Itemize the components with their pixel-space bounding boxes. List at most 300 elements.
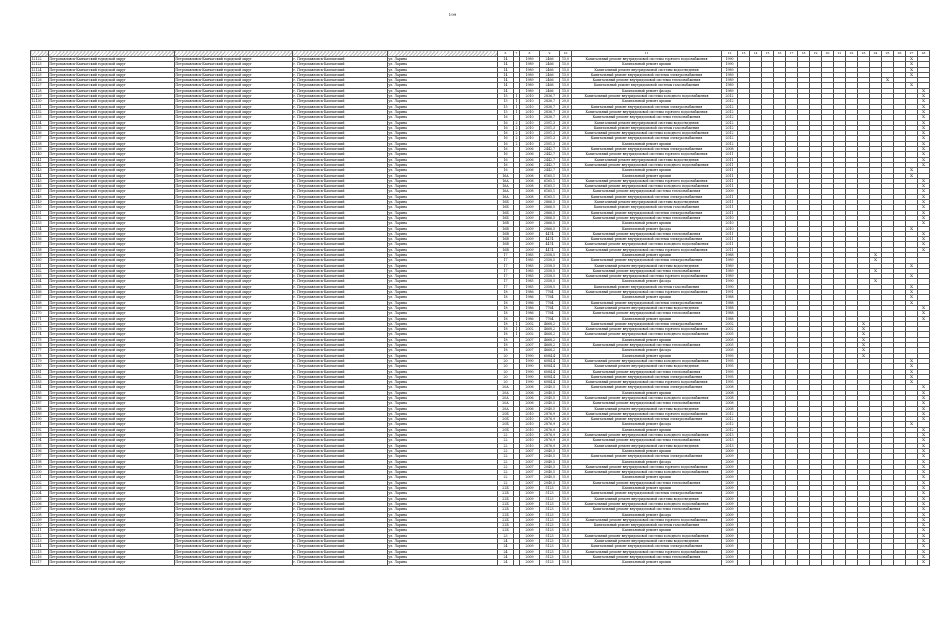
- header-cell: 18: [798, 51, 810, 57]
- municipality-cell: Петропавловск-Камчатский городской округ: [175, 491, 293, 496]
- street-cell: ул. Ларина: [388, 316, 498, 321]
- street-cell: ул. Ларина: [388, 486, 498, 491]
- work-type: Капитальный ремонт внутридомовой системы горячего водоснабжения: [572, 327, 722, 332]
- municipality-cell: Петропавловск-Камчатский городской округ: [175, 173, 293, 178]
- wear-percent: 15,0: [560, 454, 572, 459]
- city-cell: г. Петропавловск-Камчатский: [293, 517, 388, 522]
- row-number: 12159: [31, 252, 49, 257]
- street-cell: ул. Ларина: [388, 374, 498, 379]
- municipality-cell: Петропавловск-Камчатский городской округ: [175, 517, 293, 522]
- x-mark: X: [918, 157, 930, 162]
- work-type: Капитальный ремонт внутридомовой системы электроснабжения: [572, 194, 722, 199]
- repair-plan-table: [30, 50, 930, 566]
- build-year: 2006: [520, 385, 540, 390]
- empty-cell: [822, 560, 834, 565]
- district-cell: Петропавловск-Камчатский городской округ: [49, 279, 175, 284]
- work-type: Капитальный ремонт внутридомовой системы холодного водоснабжения: [572, 94, 722, 99]
- wear-percent: 15,0: [560, 221, 572, 226]
- wear-percent: 15,0: [560, 231, 572, 236]
- district-cell: Петропавловск-Камчатский городской округ: [49, 78, 175, 83]
- house-number: 15: [498, 94, 514, 99]
- city-cell: г. Петропавловск-Камчатский: [293, 237, 388, 242]
- district-cell: Петропавловск-Камчатский городской округ: [49, 459, 175, 464]
- building-number: 1: [515, 327, 518, 332]
- total-area: 6084,4: [540, 374, 560, 379]
- wear-percent: 20,0: [560, 120, 572, 125]
- repair-year: 2009: [722, 454, 738, 459]
- municipality-cell: Петропавловск-Камчатский городской округ: [175, 374, 293, 379]
- header-cell: 10: [560, 51, 572, 57]
- house-number: 15: [498, 99, 514, 104]
- house-number: 17: [498, 268, 514, 273]
- house-number: 17: [498, 284, 514, 289]
- empty-cell: [870, 560, 882, 565]
- district-cell: Петропавловск-Камчатский городской округ: [49, 560, 175, 565]
- district-cell: Петропавловск-Камчатский городской округ: [49, 385, 175, 390]
- house-number: 20: [498, 358, 514, 363]
- repair-year: 2009: [722, 496, 738, 501]
- total-area: 6165,1: [540, 173, 560, 178]
- district-cell: Петропавловск-Камчатский городской округ: [49, 205, 175, 210]
- wear-percent: 20,0: [560, 141, 572, 146]
- build-year: 1985: [520, 284, 540, 289]
- wear-percent: 20,0: [560, 94, 572, 99]
- row-number: 12138: [31, 141, 49, 146]
- x-mark: X: [918, 210, 930, 215]
- header-cell: 15: [762, 51, 774, 57]
- repair-year: 2009: [722, 464, 738, 469]
- build-year: 1989: [520, 83, 540, 88]
- street-cell: ул. Ларина: [388, 438, 498, 443]
- row-number: 12205: [31, 496, 49, 501]
- header-cell: 12: [722, 51, 738, 57]
- build-year: 1986: [520, 295, 540, 300]
- build-year: 2010: [520, 411, 540, 416]
- total-area: 4474: [540, 242, 560, 247]
- build-year: 2010: [520, 438, 540, 443]
- municipality-cell: Петропавловск-Камчатский городской округ: [175, 258, 293, 263]
- district-cell: Петропавловск-Камчатский городской округ: [49, 252, 175, 257]
- city-cell: г. Петропавловск-Камчатский: [293, 533, 388, 538]
- row-number: 12214: [31, 544, 49, 549]
- build-year: 2009: [520, 528, 540, 533]
- municipality-cell: Петропавловск-Камчатский городской округ: [175, 353, 293, 358]
- build-year: 1986: [520, 290, 540, 295]
- build-year: 2010: [520, 104, 540, 109]
- repair-year: 2011: [722, 247, 738, 252]
- total-area: 7764: [540, 305, 560, 310]
- build-year: 2007: [520, 470, 540, 475]
- house-number: 16: [498, 157, 514, 162]
- total-area: 2836,7: [540, 94, 560, 99]
- total-area: 6165,1: [540, 194, 560, 199]
- x-mark: X: [918, 443, 930, 448]
- wear-percent: 15,0: [560, 152, 572, 157]
- row-number: 12207: [31, 507, 49, 512]
- wear-percent: 15,0: [560, 242, 572, 247]
- district-cell: Петропавловск-Камчатский городской округ: [49, 374, 175, 379]
- city-cell: г. Петропавловск-Камчатский: [293, 94, 388, 99]
- city-cell: г. Петропавловск-Камчатский: [293, 263, 388, 268]
- city-cell: г. Петропавловск-Камчатский: [293, 501, 388, 506]
- row-number: 12199: [31, 464, 49, 469]
- total-area: 2866,5: [540, 205, 560, 210]
- x-mark: X: [882, 78, 894, 83]
- total-area: 2558,5: [540, 279, 560, 284]
- wear-percent: 20,0: [560, 99, 572, 104]
- total-area: 4668,2: [540, 332, 560, 337]
- city-cell: г. Петропавловск-Камчатский: [293, 205, 388, 210]
- municipality-cell: Петропавловск-Камчатский городской округ: [175, 560, 293, 565]
- x-mark: X: [918, 417, 930, 422]
- total-area: 2040,5: [540, 480, 560, 485]
- district-cell: Петропавловск-Камчатский городской округ: [49, 284, 175, 289]
- city-cell: г. Петропавловск-Камчатский: [293, 173, 388, 178]
- x-mark: X: [918, 247, 930, 252]
- work-type: Капитальный ремонт фасада: [572, 226, 722, 231]
- city-cell: г. Петропавловск-Камчатский: [293, 226, 388, 231]
- district-cell: Петропавловск-Камчатский городской округ: [49, 189, 175, 194]
- work-type: Капитальный ремонт внутридомовой системы холодного водоснабжения: [572, 332, 722, 337]
- street-cell: ул. Ларина: [388, 501, 498, 506]
- house-number: 20Б: [498, 411, 514, 416]
- build-year: 2008: [520, 184, 540, 189]
- row-number: 12122: [31, 57, 49, 62]
- repair-year: 2009: [722, 512, 738, 517]
- municipality-cell: Петропавловск-Камчатский городской округ: [175, 348, 293, 353]
- repair-year: 2009: [722, 507, 738, 512]
- street-cell: ул. Ларина: [388, 258, 498, 263]
- row-number: 12157: [31, 242, 49, 247]
- row-number: 12194: [31, 438, 49, 443]
- municipality-cell: Петропавловск-Камчатский городской округ: [175, 210, 293, 215]
- total-area: 6165,1: [540, 178, 560, 183]
- build-year: 2006: [520, 162, 540, 167]
- x-mark: X: [918, 305, 930, 310]
- repair-year: 1995: [722, 353, 738, 358]
- wear-percent: 15,0: [560, 205, 572, 210]
- city-cell: г. Петропавловск-Камчатский: [293, 147, 388, 152]
- city-cell: г. Петропавловск-Камчатский: [293, 88, 388, 93]
- district-cell: Петропавловск-Камчатский городской округ: [49, 501, 175, 506]
- wear-percent: 15,0: [560, 258, 572, 263]
- row-number: 12130: [31, 99, 49, 104]
- x-mark: X: [906, 358, 918, 363]
- street-cell: ул. Ларина: [388, 311, 498, 316]
- repair-year: 2009: [722, 560, 738, 565]
- wear-percent: 15,0: [560, 337, 572, 342]
- wear-percent: 15,0: [560, 343, 572, 348]
- build-year: 2006: [520, 157, 540, 162]
- wear-percent: 15,0: [560, 57, 572, 62]
- municipality-cell: Петропавловск-Камчатский городской округ: [175, 544, 293, 549]
- work-type: Капитальный ремонт внутридомовой системы горячего водоснабжения: [572, 411, 722, 416]
- build-year: 2009: [520, 549, 540, 554]
- city-cell: г. Петропавловск-Камчатский: [293, 358, 388, 363]
- district-cell: Петропавловск-Камчатский городской округ: [49, 438, 175, 443]
- work-type: Капитальный ремонт крыши: [572, 141, 722, 146]
- district-cell: Петропавловск-Камчатский городской округ: [49, 523, 175, 528]
- work-type: Капитальный ремонт внутридомовой системы холодного водоснабжения: [572, 433, 722, 438]
- district-cell: Петропавловск-Камчатский городской округ: [49, 231, 175, 236]
- work-type: Капитальный ремонт крыши: [572, 173, 722, 178]
- house-number: 17: [498, 258, 514, 263]
- house-number: 16: [498, 168, 514, 173]
- repair-year: 1988: [722, 305, 738, 310]
- repair-year: 2011: [722, 168, 738, 173]
- city-cell: г. Петропавловск-Камчатский: [293, 491, 388, 496]
- city-cell: г. Петропавловск-Камчатский: [293, 215, 388, 220]
- x-mark: X: [906, 57, 918, 62]
- municipality-cell: Петропавловск-Камчатский городской округ: [175, 274, 293, 279]
- total-area: 2866,5: [540, 200, 560, 205]
- district-cell: Петропавловск-Камчатский городской округ: [49, 316, 175, 321]
- repair-year: 2011: [722, 200, 738, 205]
- wear-percent: 15,0: [560, 215, 572, 220]
- city-cell: г. Петропавловск-Камчатский: [293, 369, 388, 374]
- build-year: 2010: [520, 443, 540, 448]
- house-number: 24: [498, 549, 514, 554]
- row-number: 12125: [31, 72, 49, 77]
- repair-year: 2005: [722, 337, 738, 342]
- build-year: 1990: [520, 353, 540, 358]
- house-number: 22: [498, 433, 514, 438]
- row-number: 12184: [31, 385, 49, 390]
- city-cell: г. Петропавловск-Камчатский: [293, 459, 388, 464]
- total-area: 2876,9: [540, 427, 560, 432]
- build-year: 2010: [520, 99, 540, 104]
- street-cell: ул. Ларина: [388, 115, 498, 120]
- x-mark: X: [918, 311, 930, 316]
- street-cell: ул. Ларина: [388, 99, 498, 104]
- municipality-cell: Петропавловск-Камчатский городской округ: [175, 147, 293, 152]
- repair-year: 2013: [722, 433, 738, 438]
- row-number: 12128: [31, 88, 49, 93]
- city-cell: г. Петропавловск-Камчатский: [293, 152, 388, 157]
- x-mark: X: [918, 401, 930, 406]
- work-type: Капитальный ремонт внутридомовой системы газоснабжения: [572, 205, 722, 210]
- total-area: 2466: [540, 62, 560, 67]
- street-cell: ул. Ларина: [388, 226, 498, 231]
- row-number: 12158: [31, 247, 49, 252]
- street-cell: ул. Ларина: [388, 528, 498, 533]
- header-cell: 21: [834, 51, 846, 57]
- city-cell: г. Петропавловск-Камчатский: [293, 549, 388, 554]
- municipality-cell: Петропавловск-Камчатский городской округ: [175, 221, 293, 226]
- house-number: 20: [498, 369, 514, 374]
- wear-percent: 15,0: [560, 374, 572, 379]
- x-mark: X: [918, 544, 930, 549]
- wear-percent: 20,0: [560, 417, 572, 422]
- wear-percent: 15,0: [560, 189, 572, 194]
- municipality-cell: Петропавловск-Камчатский городской округ: [175, 226, 293, 231]
- district-cell: Петропавловск-Камчатский городской округ: [49, 390, 175, 395]
- row-number: 12216: [31, 554, 49, 559]
- work-type: Капитальный ремонт внутридомовой системы горячего водоснабжения: [572, 290, 722, 295]
- district-cell: Петропавловск-Камчатский городской округ: [49, 321, 175, 326]
- empty-cell: [906, 560, 918, 565]
- district-cell: Петропавловск-Камчатский городской округ: [49, 194, 175, 199]
- repair-year: 2009: [722, 459, 738, 464]
- wear-percent: 20,0: [560, 422, 572, 427]
- house-number: 16В: [498, 231, 514, 236]
- build-year: 1990: [520, 364, 540, 369]
- wear-percent: 15,0: [560, 353, 572, 358]
- house-number: 17: [498, 252, 514, 257]
- repair-year: 2009: [722, 189, 738, 194]
- total-area: 5123: [540, 517, 560, 522]
- city-cell: г. Петропавловск-Камчатский: [293, 464, 388, 469]
- repair-year: 1990: [722, 57, 738, 62]
- city-cell: г. Петропавловск-Камчатский: [293, 348, 388, 353]
- work-type: Капитальный ремонт фасада: [572, 88, 722, 93]
- house-number: 16: [498, 152, 514, 157]
- wear-percent: 15,0: [560, 464, 572, 469]
- build-year: 2009: [520, 491, 540, 496]
- total-area: 6084,4: [540, 364, 560, 369]
- city-cell: г. Петропавловск-Камчатский: [293, 184, 388, 189]
- house-number: 22Б: [498, 507, 514, 512]
- empty-cell: [834, 560, 846, 565]
- municipality-cell: Петропавловск-Камчатский городской округ: [175, 57, 293, 62]
- repair-year: 2005: [722, 348, 738, 353]
- district-cell: Петропавловск-Камчатский городской округ: [49, 168, 175, 173]
- x-mark: X: [906, 226, 918, 231]
- district-cell: Петропавловск-Камчатский городской округ: [49, 528, 175, 533]
- district-cell: Петропавловск-Камчатский городской округ: [49, 544, 175, 549]
- city-cell: г. Петропавловск-Камчатский: [293, 448, 388, 453]
- house-number: 16В: [498, 242, 514, 247]
- work-type: Капитальный ремонт внутридомовой системы электроснабжения: [572, 321, 722, 326]
- total-area: 2876,9: [540, 438, 560, 443]
- row-number: 12181: [31, 369, 49, 374]
- wear-percent: 15,0: [560, 210, 572, 215]
- x-mark: X: [918, 475, 930, 480]
- wear-percent: 15,0: [560, 295, 572, 300]
- total-area: 4474: [540, 237, 560, 242]
- row-number: 12153: [31, 221, 49, 226]
- row-number: 12192: [31, 427, 49, 432]
- x-mark: X: [906, 364, 918, 369]
- row-number: 12206: [31, 501, 49, 506]
- total-area: 2040,5: [540, 390, 560, 395]
- repair-year: 1989: [722, 263, 738, 268]
- build-year: 1989: [520, 78, 540, 83]
- x-mark: X: [906, 374, 918, 379]
- street-cell: ул. Ларина: [388, 523, 498, 528]
- house-number: 16А: [498, 173, 514, 178]
- municipality-cell: Петропавловск-Камчатский городской округ: [175, 438, 293, 443]
- build-year: 2008: [520, 189, 540, 194]
- wear-percent: 15,0: [560, 173, 572, 178]
- repair-year: 1988: [722, 295, 738, 300]
- district-cell: Петропавловск-Камчатский городской округ: [49, 104, 175, 109]
- build-year: 2010: [520, 115, 540, 120]
- total-area: 2866,5: [540, 210, 560, 215]
- street-cell: ул. Ларина: [388, 305, 498, 310]
- repair-year: 2010: [722, 221, 738, 226]
- repair-year: 1990: [722, 284, 738, 289]
- repair-year: 2011: [722, 152, 738, 157]
- municipality-cell: Петропавловск-Камчатский городской округ: [175, 115, 293, 120]
- empty-cell: [894, 560, 906, 565]
- repair-year: 2009: [722, 544, 738, 549]
- row-number: 12169: [31, 305, 49, 310]
- street-cell: ул. Ларина: [388, 263, 498, 268]
- street-cell: ул. Ларина: [388, 433, 498, 438]
- city-cell: г. Петропавловск-Камчатский: [293, 258, 388, 263]
- build-year: 2009: [520, 215, 540, 220]
- repair-year: 2008: [722, 401, 738, 406]
- municipality-cell: Петропавловск-Камчатский городской округ: [175, 279, 293, 284]
- street-cell: ул. Ларина: [388, 337, 498, 342]
- house-number: 14: [498, 78, 514, 83]
- wear-percent: 15,0: [560, 162, 572, 167]
- build-year: 2007: [520, 448, 540, 453]
- wear-percent: 20,0: [560, 433, 572, 438]
- total-area: 2876,9: [540, 417, 560, 422]
- street-cell: ул. Ларина: [388, 268, 498, 273]
- row-number: 12204: [31, 491, 49, 496]
- x-mark: X: [918, 115, 930, 120]
- wear-percent: 15,0: [560, 491, 572, 496]
- build-year: 2009: [520, 512, 540, 517]
- district-cell: Петропавловск-Камчатский городской округ: [49, 427, 175, 432]
- x-mark: X: [870, 268, 882, 273]
- repair-year: 2010: [722, 226, 738, 231]
- x-mark: X: [918, 554, 930, 559]
- district-cell: Петропавловск-Камчатский городской округ: [49, 147, 175, 152]
- municipality-cell: Петропавловск-Камчатский городской округ: [175, 295, 293, 300]
- repair-year: 1988: [722, 316, 738, 321]
- x-mark: X: [906, 72, 918, 77]
- wear-percent: 15,0: [560, 67, 572, 72]
- street-cell: ул. Ларина: [388, 78, 498, 83]
- district-cell: Петропавловск-Камчатский городской округ: [49, 448, 175, 453]
- repair-year: 2012: [722, 115, 738, 120]
- street-cell: ул. Ларина: [388, 67, 498, 72]
- work-type: Капитальный ремонт внутридомовой системы теплоснабжения: [572, 215, 722, 220]
- work-type: Капитальный ремонт крыши: [572, 316, 722, 321]
- district-cell: Петропавловск-Камчатский городской округ: [49, 311, 175, 316]
- total-area: 5123: [540, 533, 560, 538]
- total-area: 2558,5: [540, 263, 560, 268]
- work-type: Капитальный ремонт крыши: [572, 295, 722, 300]
- house-number: 14: [498, 57, 514, 62]
- building-number: 2: [515, 136, 518, 141]
- city-cell: г. Петропавловск-Камчатский: [293, 200, 388, 205]
- municipality-cell: Петропавловск-Камчатский городской округ: [175, 496, 293, 501]
- wear-percent: 15,0: [560, 332, 572, 337]
- row-number: 12163: [31, 274, 49, 279]
- house-number: 20: [498, 353, 514, 358]
- x-mark: X: [918, 411, 930, 416]
- build-year: 2009: [520, 554, 540, 559]
- city-cell: г. Петропавловск-Камчатский: [293, 300, 388, 305]
- row-number: 12151: [31, 210, 49, 215]
- build-year: 1989: [520, 72, 540, 77]
- work-type: Капитальный ремонт крыши: [572, 353, 722, 358]
- build-year: 2007: [520, 480, 540, 485]
- city-cell: г. Петропавловск-Камчатский: [293, 523, 388, 528]
- wear-percent: 15,0: [560, 539, 572, 544]
- work-type: Капитальный ремонт внутридомовой системы горячего водоснабжения: [572, 380, 722, 385]
- district-cell: Петропавловск-Камчатский городской округ: [49, 358, 175, 363]
- house-number: 16: [498, 115, 514, 120]
- street-cell: ул. Ларина: [388, 200, 498, 205]
- city-cell: г. Петропавловск-Камчатский: [293, 411, 388, 416]
- total-area: 5123: [540, 544, 560, 549]
